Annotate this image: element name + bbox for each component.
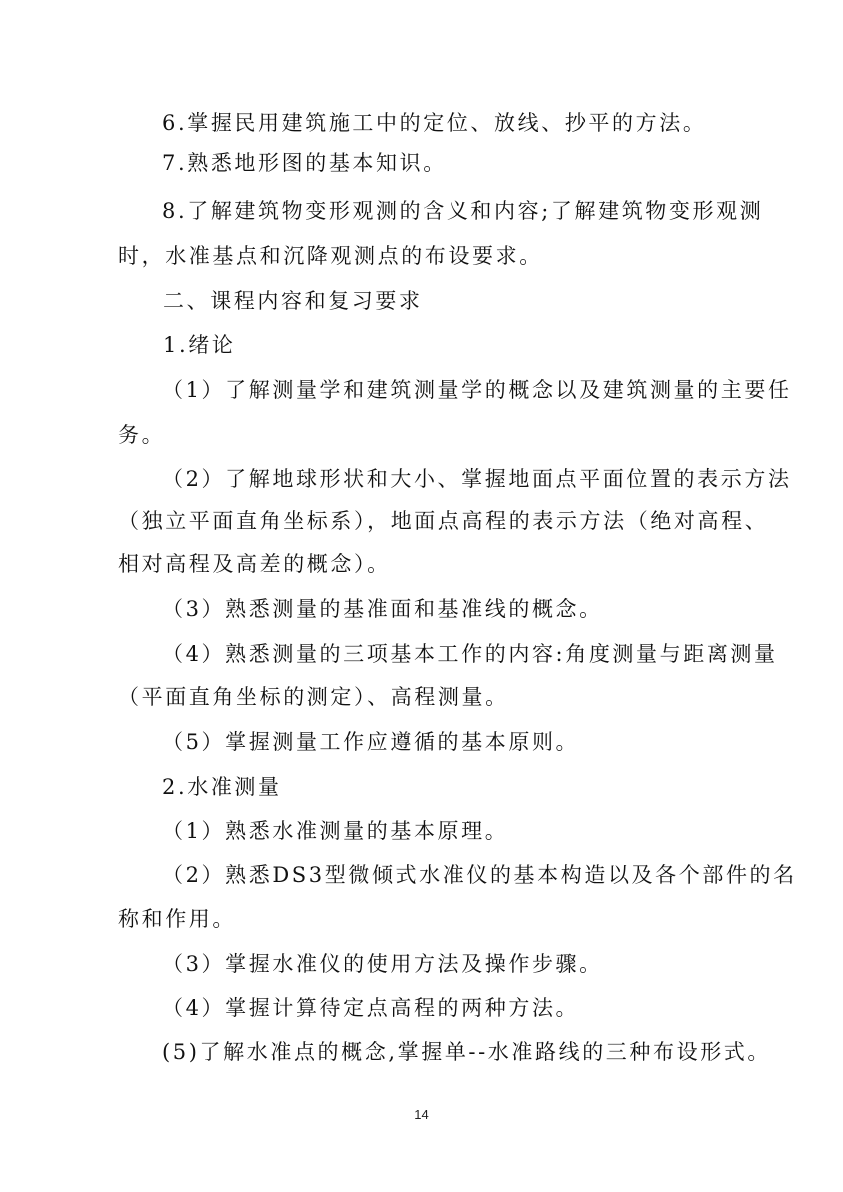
text-line: （4）掌握计算待定点高程的两种方法。 bbox=[162, 996, 580, 1020]
text-line: （平面直角坐标的测定）、高程测量。 bbox=[118, 685, 509, 709]
text-line: （2）了解地球形状和大小、掌握地面点平面位置的表示方法 bbox=[162, 467, 792, 491]
text-line: （4）熟悉测量的三项基本工作的内容:角度测量与距离测量 bbox=[162, 642, 778, 666]
text-line: 时，水准基点和沉降观测点的布设要求。 bbox=[118, 244, 543, 268]
subsection-heading: 2.水准测量 bbox=[162, 775, 282, 799]
text-line: 8.了解建筑物变形观测的含义和内容;了解建筑物变形观测 bbox=[162, 199, 764, 223]
text-line: 相对高程及高差的概念）。 bbox=[118, 552, 391, 576]
text-line: 称和作用。 bbox=[118, 907, 236, 931]
text-line: （5）掌握测量工作应遵循的基本原则。 bbox=[162, 730, 580, 754]
text-line: (5)了解水准点的概念,掌握单--水准路线的三种布设形式。 bbox=[162, 1040, 772, 1064]
page-number: 14 bbox=[414, 1107, 429, 1122]
text-line: （1）熟悉水准测量的基本原理。 bbox=[162, 819, 509, 843]
text-line: （1）了解测量学和建筑测量学的概念以及建筑测量的主要任 bbox=[162, 378, 792, 402]
text-line: （2）熟悉DS3型微倾式水准仪的基本构造以及各个部件的名 bbox=[162, 863, 797, 887]
section-heading: 二、课程内容和复习要求 bbox=[163, 289, 423, 313]
text-line: （3）掌握水准仪的使用方法及操作步骤。 bbox=[162, 952, 603, 976]
subsection-heading: 1.绪论 bbox=[163, 333, 236, 357]
text-line: 6.掌握民用建筑施工中的定位、放线、抄平的方法。 bbox=[162, 111, 707, 135]
text-line: 7.熟悉地形图的基本知识。 bbox=[162, 151, 447, 175]
text-line: （3）熟悉测量的基准面和基准线的概念。 bbox=[162, 597, 603, 621]
text-line: （独立平面直角坐标系），地面点高程的表示方法（绝对高程、 bbox=[118, 509, 769, 533]
text-line: 务。 bbox=[118, 423, 166, 447]
